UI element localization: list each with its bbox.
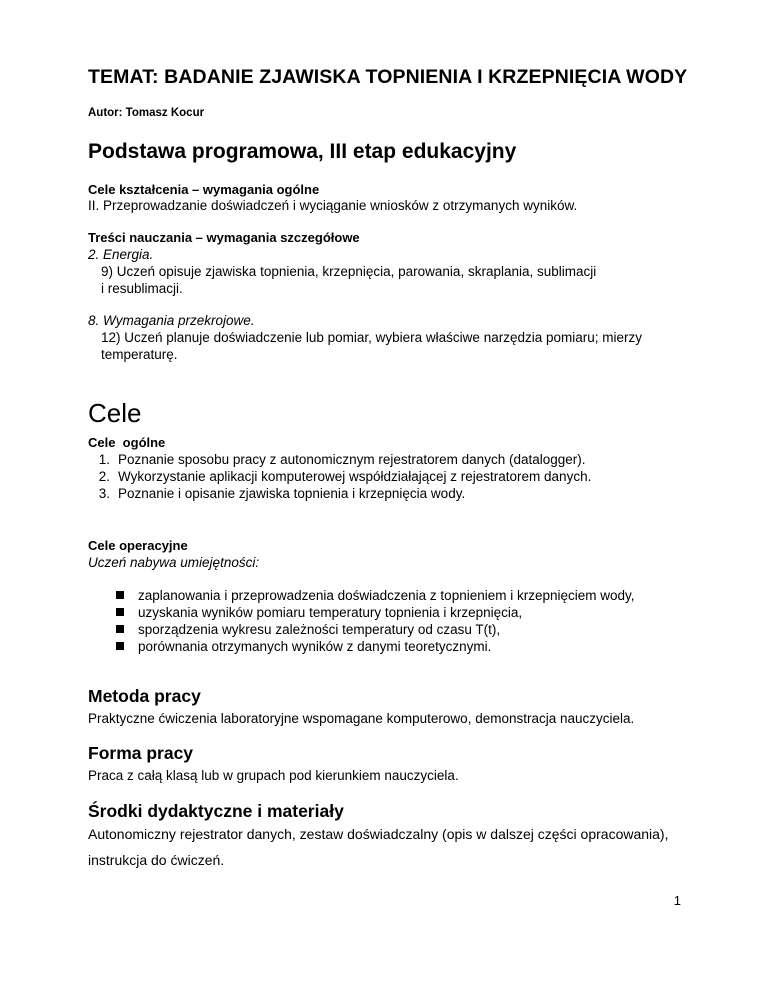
metoda-text: Praktyczne ćwiczenia laboratoryjne wspomagane komputerowo, demonstracja nauczyciela. (88, 711, 635, 726)
bullet-icon (116, 625, 124, 633)
bullet-icon (116, 642, 124, 650)
cele-ksztalcenia-text: II. Przeprowadzanie doświadczeń i wyciąganie wniosków z otrzymanych wyników. (88, 198, 578, 213)
section-heading-cele: Cele (88, 398, 142, 428)
document-title: TEMAT: BADANIE ZJAWISKA TOPNIENIA I KRZEPNIĘCIA WODY (88, 66, 688, 88)
forma-text: Praca z całą klasą lub w grupach pod kierunkiem nauczyciela. (88, 768, 459, 783)
tresci-item12-line1: 12) Uczeń planuje doświadczenie lub pomiar, wybiera właściwe narzędzia pomiaru; mierzy (101, 330, 643, 345)
bullet-icon (116, 608, 124, 616)
author-line: Autor: Tomasz Kocur (88, 107, 205, 119)
page-number: 1 (673, 893, 681, 908)
subheading-tresci-nauczania: Treści nauczania – wymagania szczegółowe (88, 230, 360, 245)
cele-operacyjne-intro: Uczeń nabywa umiejętności: (88, 555, 260, 570)
section-heading-podstawa: Podstawa programowa, III etap edukacyjny (88, 140, 517, 163)
tresci-item12-line2: temperaturę. (101, 347, 178, 362)
tresci-item9-line1: 9) Uczeń opisuje zjawiska topnienia, krzepnięcia, parowania, skraplania, sublimacji (101, 264, 597, 279)
section-heading-srodki: Środki dydaktyczne i materiały (88, 801, 344, 821)
subheading-cele-operacyjne: Cele operacyjne (88, 538, 188, 553)
list-item: 2. Wykorzystanie aplikacji komputerowej współdziałającej z rejestratorem danych. (98, 469, 592, 484)
tresci-energia: 2. Energia. (88, 247, 154, 262)
subheading-cele-ogolne: Cele ogólne (88, 435, 166, 450)
list-item: porównania otrzymanych wyników z danymi teoretycznymi. (116, 639, 491, 654)
section-heading-forma: Forma pracy (88, 743, 194, 763)
list-item: sporządzenia wykresu zależności temperatury od czasu T(t), (116, 622, 500, 637)
tresci-item9-line2: i resublimacji. (101, 281, 183, 296)
srodki-text-line2: instrukcja do ćwiczeń. (88, 852, 225, 868)
srodki-text-line1: Autonomiczny rejestrator danych, zestaw doświadczalny (opis w dalszej części opracowania), (88, 826, 669, 842)
list-item: 3. Poznanie i opisanie zjawiska topnienia i krzepnięcia wody. (98, 486, 466, 501)
section-heading-metoda: Metoda pracy (88, 686, 201, 706)
subheading-cele-ksztalcenia: Cele kształcenia – wymagania ogólne (88, 182, 320, 197)
bullet-icon (116, 591, 124, 599)
list-item: 1. Poznanie sposobu pracy z autonomicznym rejestratorem danych (datalogger). (98, 452, 586, 467)
list-item: uzyskania wyników pomiaru temperatury topnienia i krzepnięcia, (116, 605, 522, 620)
tresci-przekrojowe: 8. Wymagania przekrojowe. (88, 313, 255, 328)
list-item: zaplanowania i przeprowadzenia doświadczenia z topnieniem i krzepnięciem wody, (116, 588, 635, 603)
